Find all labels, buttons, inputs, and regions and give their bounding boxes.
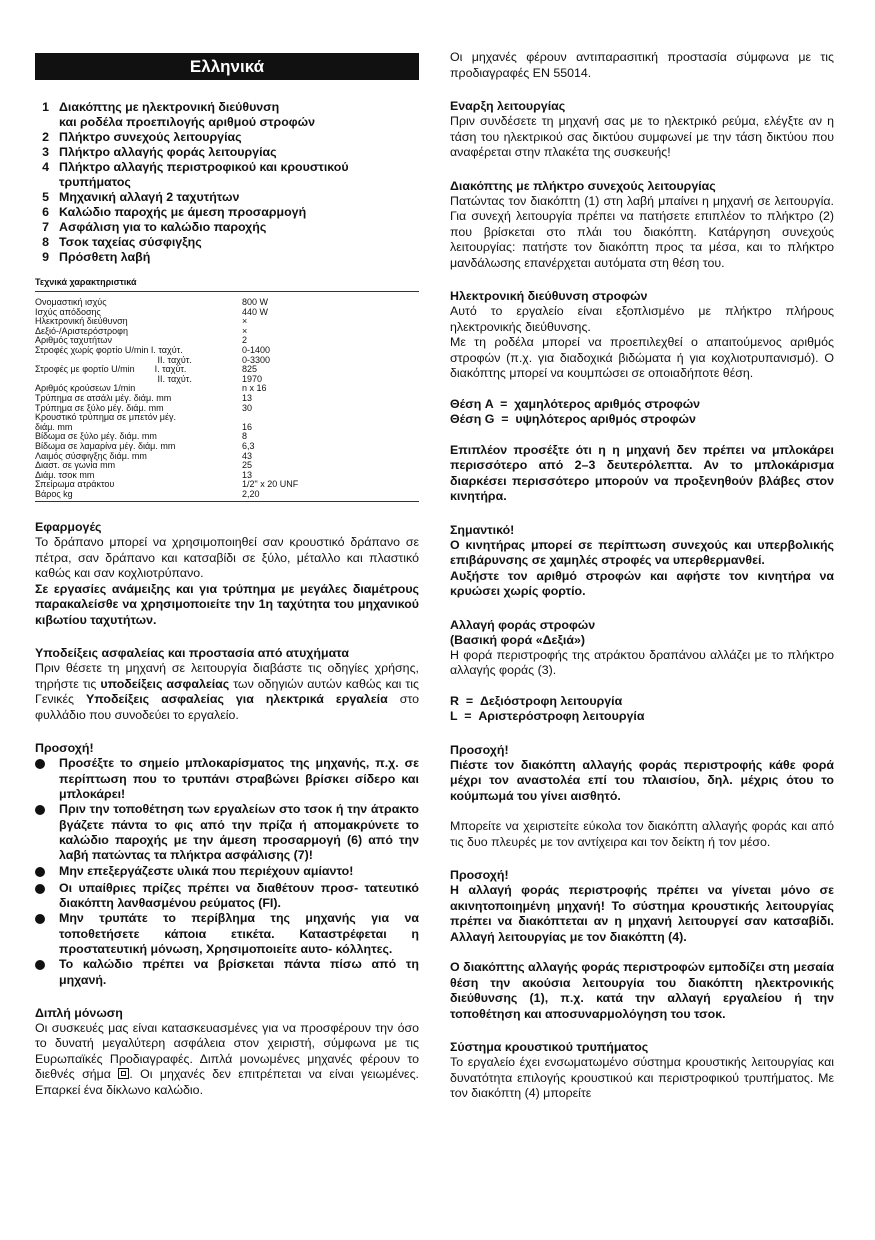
position-a: Θέση A = χαμηλότερος αριθμός στροφών (450, 396, 701, 411)
rotation-r: R = Δεξιόστροφη λειτουργία (450, 693, 623, 708)
list-item: Προσέξτε το σημείο μπλοκαρίσματος της μηχανής, π.χ. σε περίπτωση που το τρυπάνι στραβώνει βρίσκει σίδερο και μπλοκάρει! (35, 756, 419, 802)
position-g: Θέση G = υψηλότερος αριθμός στροφών (450, 412, 696, 426)
bullet-icon (35, 805, 45, 815)
table-row: Τρύπημα σε ξύλο μέγ. διάμ. mm 30 (35, 402, 253, 413)
table-row: Βάρος kg 2,20 (35, 488, 260, 499)
applications-heading: Εφαρμογές (35, 520, 102, 535)
table-row: Αριθμός ταχυτήτων 2 (35, 335, 248, 346)
important-heading: Σημαντικό! (450, 522, 515, 537)
list-item: Μην τρυπάτε το περίβλημα της μηχανής για να τοποθετήσετε κάποια ετικέτα. Καταστρέφεται η προστατευτική μόνωση, Χρησιμοποιείτε αυτο- κόλλητες. (35, 911, 419, 957)
table-row: Διαστ. σε γωνία mm 25 (35, 460, 253, 471)
rotation-heading: Αλλαγή φοράς στροφών (450, 617, 596, 632)
left-column (35, 50, 419, 1098)
list-item: Οι υπαίθριες πρίζες πρέπει να διαθέτουν προσ- τατευτικό διακόπτη λανθασμένου ρεύματος (FI). (35, 881, 419, 912)
attention3-text-2: Ο διακόπτης αλλαγής φοράς περιστροφών εμποδίζει στη μεσαία θέση την ακούσια λειτουργία του διακόπτη ηλεκτρονικής διεύθυνσης (1), π.χ. κατά την αλλαγή εργαλείου ή την τοποθέτηση και αποσυναρμολόγηση του τσοκ. (450, 960, 834, 1021)
table-row: Στροφές με φορτίο U/min I. ταχύτ. 825 (35, 364, 258, 375)
list-item: 3 Πλήκτρο αλλαγής φοράς λειτουργίας (42, 145, 277, 159)
double-insulation-text: Οι συσκευές μας είναι κατασκευασμένες για να προσφέρουν την όσο το δυνατή μεγαλύτερη ασφάλεια στον χειριστή, σύμφωνα με τις Ευρωπαϊκές Προδιαγραφές. Διπλά μονωμένες μηχανές φέρουν το διεθνές σήμα . Οι μηχανές δεν επιτρέπεται να είναι γειωμένες. Επαρκεί ένα δίκλωνο καλώδιο. (35, 1020, 419, 1097)
applications-bold-text: Σε εργασίες ανάμειξης και για τρύπημα με μεγάλες διαμέτρους παρακαλείσθε να χρησιμοποιείτε την 1η ταχύτητα του μηχανικού κιβωτίου ταχυτήτων. (35, 581, 419, 627)
specs-table (35, 298, 419, 502)
list-item: 4 Πλήκτρο αλλαγής περιστροφικού και κρουστικού (42, 160, 349, 174)
warnings-list (35, 756, 419, 987)
blocking-warning: Επιπλέον προσέξτε ότι η η μηχανή δεν πρέπει να μπλοκάρει περισσότερο από 2–3 δευτερόλεπτα. Αν το μπλοκάρισμα διαρκέσει περισσότερο μπορούν να προξενηθούν βλάβες στον κινητήρα. (450, 442, 834, 503)
bullet-icon (35, 759, 45, 769)
list-item: 8 Τσοκ ταχείας σύσφιγξης (42, 235, 202, 249)
rotation-subheading: (Βασική φορά «Δεξιά») (450, 632, 585, 647)
table-row: Ισχύς απόδοσης 440 W (35, 306, 269, 317)
list-item: τρυπήματος (59, 175, 131, 189)
table-row: Κρουστικό τρύπημα σε μπετόν μέγ. (35, 412, 176, 423)
table-row: Ονομαστική ισχύς 800 W (35, 297, 269, 307)
important-text-2: Αυξήστε τον αριθμό στροφών και αφήστε τον κινητήρα να κρυώσει χωρίς φορτίο. (450, 568, 834, 598)
important-text-1: Ο κινητήρας μπορεί σε περίπτωση συνεχούς και υπερβολικής επιβάρυνσης σε χαμηλές στροφές να υπερθερμανθεί. (450, 537, 834, 567)
table-row: Βίδωμα σε ξύλο μέγ. διάμ. mm 8 (35, 431, 248, 442)
list-item: Το καλώδιο πρέπει να βρίσκεται πάντα πίσω από τη μηχανή. (35, 957, 419, 988)
table-row: Λαιμός σύσφιγξης διάμ. mm 43 (35, 450, 253, 461)
table-row: Στροφές χωρίς φορτίο U/min I. ταχύτ. 0-1400 (35, 344, 271, 355)
continuous-text: Πατώντας τον διακόπτη (1) στη λαβή μπαίνει η μηχανή σε λειτουργία. Για συνεχή λειτουργία πρέπει να πατήσετε επιπλέον το πλήκτρο (2) που βρίσκεται στο πλάι του διακόπτη. Κατάργηση συνεχούς λειτουργίας: πατήστε τον διακόπτη προς τα μέσα, και το πλήκτρο μανδάλωσης επανέρχεται αυτόματα στη θέση του. (450, 193, 834, 270)
table-row: Τρύπημα σε ατσάλι μέγ. διάμ. mm 13 (35, 392, 253, 403)
rotation-l: L = Αριστερόστροφη λειτουργία (450, 709, 645, 723)
table-row: II. ταχύτ. 0-3300 (35, 354, 271, 365)
language-title: Ελληνικά (35, 53, 419, 80)
applications-text: Το δράπανο μπορεί να χρησιμοποιηθεί σαν κρουστικό δράπανο σε πέτρα, σαν δράπανο και κατσαβίδι σε ξύλο, μέταλλο και πλαστικό καθώς και σαν κοχλιοτρύπανο. (35, 535, 419, 581)
safety-heading: Υποδείξεις ασφαλείας και προστασία από ατυχήματα (35, 646, 349, 661)
impact-text: Το εργαλείο έχει ενσωματωμένο σύστημα κρουστικής λειτουργίας και δυνατότητα επιλογής κρουστικού και περιστροφικού τρυπήματος. Με τον διακόπτη (4) μπορείτε (450, 1055, 834, 1100)
list-item: 6 Καλώδιο παροχής με άμεση προσαρμογή (42, 205, 307, 219)
bullet-icon (35, 960, 45, 970)
parts-list (35, 100, 419, 265)
electronic-text-2: Με τη ροδέλα μπορεί να προεπιλεχθεί ο απαιτούμενος αριθμός στροφών (π.χ. για διαδοχικά βιδώματα ή για κοχλιοτρυπανισμό). Ο διακόπτης μπορεί να κουμπώσει σε οποιαδήποτε θέση. (450, 335, 834, 380)
startup-text: Πριν συνδέσετε τη μηχανή σας με το ηλεκτρικό ρεύμα, ελέγξτε αν η τάση του ηλεκτρικού σας δικτύου συμφωνεί με την τάση δικτύου που αναφέρεται στην πλακέτα της συσκευής! (450, 114, 834, 159)
list-item: Μην επεξεργάζεστε υλικά που περιέχουν αμίαντο! (35, 864, 419, 881)
list-item: 2 Πλήκτρο συνεχούς λειτουργίας (42, 130, 242, 144)
table-row: Αριθμός κρούσεων 1/min n x 16 (35, 383, 267, 394)
list-item: 9 Πρόσθετη λαβή (42, 250, 151, 264)
list-item: 1 Διακόπτης με ηλεκτρονική διεύθυνση (42, 100, 280, 114)
list-item: Πριν την τοποθέτηση των εργαλείων στο τσοκ ή την άτρακτο βγάζετε πάντα το φις από την πρίζα ή απομακρύνετε το καλώδιο παροχής με την άμεση προσαρμογή (6) από την λαβή πατώντας τα πλήκτρα ασφάλισης (7)! (35, 802, 419, 863)
list-item: 7 Ασφάλιση για το καλώδιο παροχής (42, 220, 267, 234)
startup-heading: Εναρξη λειτουργίας (450, 99, 566, 113)
list-item: 5 Μηχανική αλλαγή 2 ταχυτήτων (42, 190, 240, 204)
rotation-text: Η φορά περιστροφής της ατράκτου δραπάνου αλλάζει με το πλήκτρο αλλαγής φοράς (3). (450, 647, 834, 677)
bullet-icon (35, 884, 45, 894)
double-insulation-icon (118, 1068, 129, 1079)
table-row: Ηλεκτρονική διεύθυνση × (35, 316, 248, 327)
safety-text: Πριν θέσετε τη μηχανή σε λειτουργία διαβάστε τις οδηγίες χρήσης, τηρήστε τις υποδείξεις ασφαλείας των οδηγιών αυτών καθώς και τις Γενικές Υποδείξεις ασφαλείας για ηλεκτρικά εργαλεία στο φυλλάδιο που συνοδεύει το εργαλείο. (35, 661, 420, 722)
bullet-icon (35, 867, 45, 877)
specs-title: Τεχνικά χαρακτηριστικά (35, 277, 419, 292)
double-insulation-heading: Διπλή μόνωση (35, 1005, 123, 1020)
interference-text: Οι μηχανές φέρουν αντιπαρασιτική προστασία σύμφωνα με τις προδιαγραφές EN 55014. (450, 50, 834, 80)
attention3-heading: Προσοχή! (450, 868, 509, 882)
right-column (450, 50, 834, 1102)
continuous-heading: Διακόπτης με πλήκτρο συνεχούς λειτουργίας (450, 178, 716, 193)
table-row: Διάμ. τσοκ mm 13 (35, 469, 253, 480)
table-row: II. ταχύτ. 1970 (35, 373, 263, 384)
attention2-normal: Μπορείτε να χειριστείτε εύκολα τον διακόπτη αλλαγής φοράς και από τις δυο πλευρές με τον αντίχειρα και τον δείκτη ή τον μέσο. (450, 819, 834, 849)
impact-heading: Σύστημα κρουστικού τρυπήματος (450, 1040, 649, 1054)
electronic-text-1: Αυτό το εργαλείο είναι εξοπλισμένο με πλήκτρο πλήρους ηλεκτρονικής διεύθυνσης. (450, 304, 834, 334)
table-row: Δεξιό-/Αριστερόστροφη × (35, 325, 248, 336)
attention3-text: Η αλλαγή φοράς περιστροφής πρέπει να γίνεται μόνο σε ακινητοποιημένη μηχανή! Το σύστημα κρουστικής λειτουργίας πρέπει να διακόπτεται αν η μηχανή λειτουργεί σαν κατσαβίδι. Αλλαγή λειτουργίας με τον διακόπτη (4). (450, 883, 834, 944)
bullet-icon (35, 914, 45, 924)
attention2-heading: Προσοχή! (450, 742, 509, 757)
list-item: και ροδέλα προεπιλογής αριθμού στροφών (59, 115, 316, 129)
attention2-text: Πιέστε τον διακόπτη αλλαγής φοράς περιστροφής κάθε φορά μέχρι τον αναστολέα επί του πλαισίου, δηλ. μέχρις ότου το κούμπωμά του γίνει αισθητό. (450, 757, 834, 803)
attention-heading: Προσοχή! (35, 741, 94, 756)
table-row: Βίδωμα σε λαμαρίνα μέγ. διάμ. mm 6,3 (35, 440, 255, 451)
table-row: Σπείρωμα ατράκτου 1/2" x 20 UNF (35, 479, 299, 490)
electronic-heading: Ηλεκτρονική διεύθυνση στροφών (450, 289, 648, 303)
table-row: διάμ. mm 16 (35, 421, 253, 432)
